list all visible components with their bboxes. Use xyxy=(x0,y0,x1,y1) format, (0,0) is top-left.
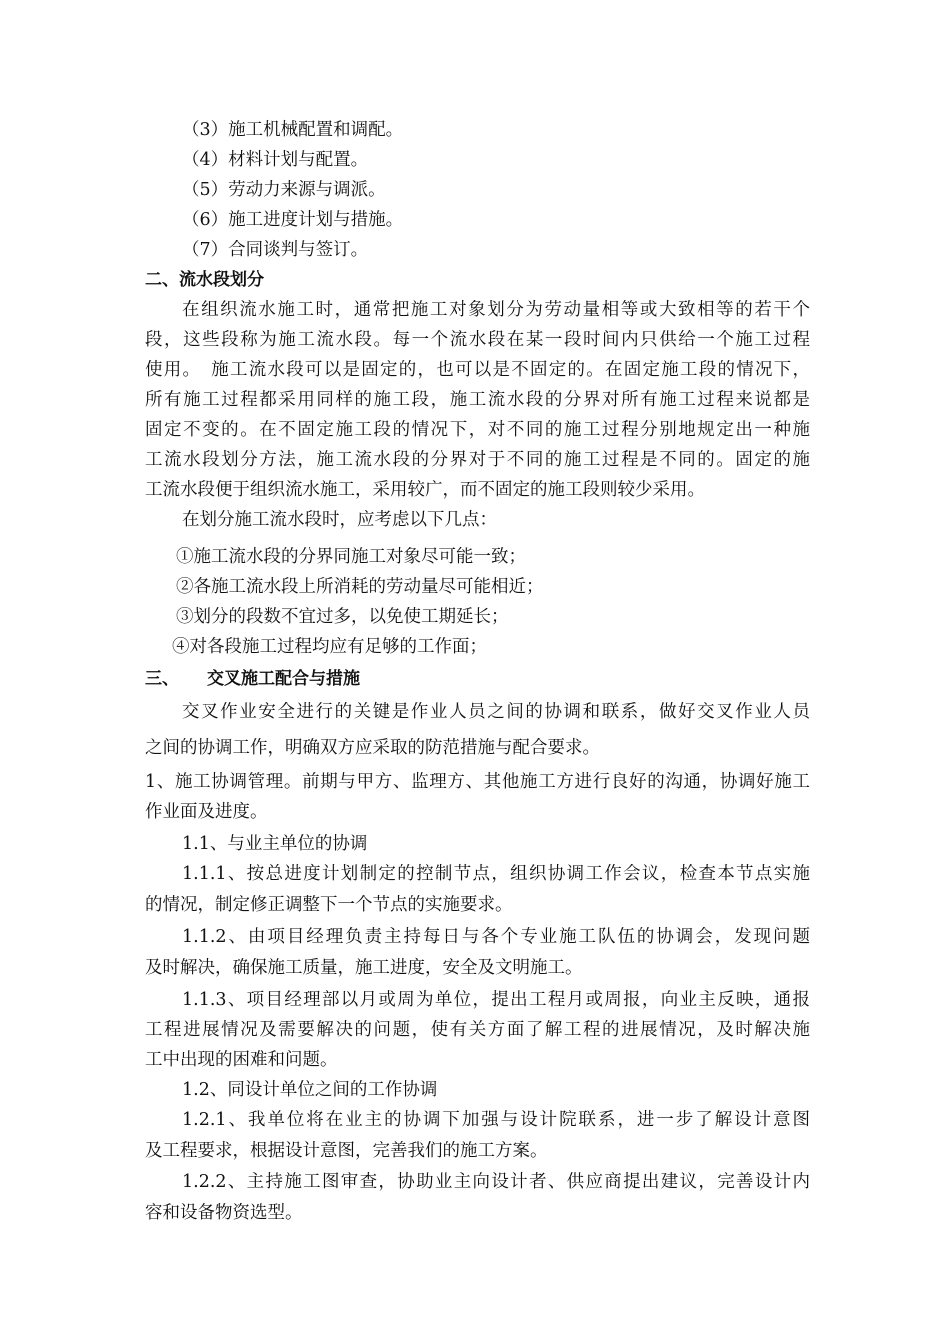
paragraph-line: 1.1.1、按总进度计划制定的控制节点，组织协调工作会议，检查本节点实施 xyxy=(182,864,810,884)
paragraph-line: 及时解决，确保施工质量，施工进度，安全及文明施工。 xyxy=(145,958,583,978)
paragraph-line: 使用。 施工流水段可以是固定的，也可以是不固定的。在固定施工段的情况下， xyxy=(145,360,810,380)
paragraph-line: 容和设备物资选型。 xyxy=(145,1203,303,1223)
section-heading: 二、流水段划分 xyxy=(145,270,264,290)
list-item: （4）材料计划与配置。 xyxy=(182,150,369,170)
paragraph-line: 1.2.1、我单位将在业主的协调下加强与设计院联系，进一步了解设计意图 xyxy=(182,1110,810,1130)
list-item: （3）施工机械配置和调配。 xyxy=(182,120,404,140)
paragraph-line: 固定不变的。在不固定施工段的情况下，对不同的施工过程分别地规定出一种施 xyxy=(145,420,810,440)
paragraph-line: 段，这些段称为施工流水段。每一个流水段在某一段时间内只供给一个施工过程 xyxy=(145,330,810,350)
list-item: ①施工流水段的分界同施工对象尽可能一致； xyxy=(176,547,526,567)
paragraph-line: 在划分施工流水段时，应考虑以下几点： xyxy=(182,510,497,530)
paragraph-line: 工流水段划分方法，施工流水段的分界对于不同的施工过程是不同的。固定的施 xyxy=(145,450,810,470)
paragraph-line: 之间的协调工作，明确双方应采取的防范措施与配合要求。 xyxy=(145,738,600,758)
list-item: （5）劳动力来源与调派。 xyxy=(182,180,386,200)
paragraph-line: 作业面及进度。 xyxy=(145,802,268,822)
paragraph-line: 的情况，制定修正调整下一个节点的实施要求。 xyxy=(145,895,513,915)
subsection-title: 1.2、同设计单位之间的工作协调 xyxy=(182,1080,438,1100)
heading-number: 三、 xyxy=(145,669,179,689)
paragraph-line: 1.1.2、由项目经理负责主持每日与各个专业施工队伍的协调会，发现问题 xyxy=(182,927,810,947)
paragraph-line: 工流水段便于组织流水施工，采用较广，而不固定的施工段则较少采用。 xyxy=(145,480,705,500)
paragraph-line: 所有施工过程都采用同样的施工段，施工流水段的分界对所有施工过程来说都是 xyxy=(145,390,810,410)
list-item: ④对各段施工过程均应有足够的工作面； xyxy=(172,637,487,657)
subsection-title: 1.1、与业主单位的协调 xyxy=(182,834,368,854)
list-item: ③划分的段数不宜过多，以免使工期延长； xyxy=(176,607,509,627)
list-item: （7）合同谈判与签订。 xyxy=(182,240,369,260)
heading-text: 交叉施工配合与措施 xyxy=(207,669,360,689)
paragraph-line: 1、施工协调管理。前期与甲方、监理方、其他施工方进行良好的沟通，协调好施工 xyxy=(145,772,810,792)
paragraph-line: 工程进展情况及需要解决的问题，使有关方面了解工程的进展情况，及时解决施 xyxy=(145,1020,810,1040)
paragraph-line: 及工程要求，根据设计意图，完善我们的施工方案。 xyxy=(145,1141,548,1161)
paragraph-line: 工中出现的困难和问题。 xyxy=(145,1050,338,1070)
list-item: （6）施工进度计划与措施。 xyxy=(182,210,404,230)
section-heading xyxy=(145,667,810,691)
paragraph-line: 1.2.2、主持施工图审查，协助业主向设计者、供应商提出建议，完善设计内 xyxy=(182,1172,810,1192)
list-item: ②各施工流水段上所消耗的劳动量尽可能相近； xyxy=(176,577,544,597)
paragraph-line: 1.1.3、项目经理部以月或周为单位，提出工程月或周报，向业主反映，通报 xyxy=(182,990,810,1010)
paragraph-line: 在组织流水施工时，通常把施工对象划分为劳动量相等或大致相等的若干个 xyxy=(182,300,810,320)
paragraph-line: 交叉作业安全进行的关键是作业人员之间的协调和联系，做好交叉作业人员 xyxy=(182,702,810,722)
